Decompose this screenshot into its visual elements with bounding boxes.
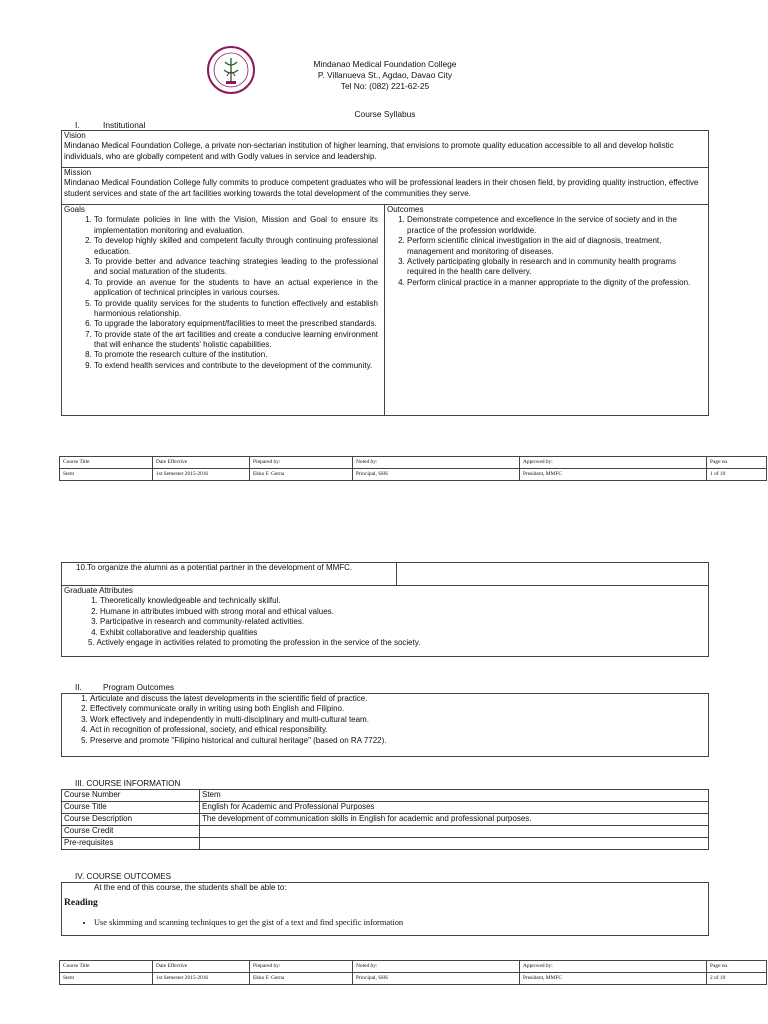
- section-number: II.: [75, 683, 82, 692]
- course-info-label: Course Number: [62, 790, 200, 802]
- outcome-item: 4. Perform clinical practice in a manner appropriate to the dignity of the profession.: [407, 278, 706, 288]
- course-outcomes-list: [64, 918, 706, 929]
- footer-header: Approved by:: [520, 457, 707, 469]
- course-info-label: Course Title: [62, 802, 200, 814]
- course-outcomes-table: [61, 882, 709, 936]
- goal-item: 8. To promote the research culture of the institution.: [94, 350, 378, 360]
- course-outcomes-heading: IV. COURSE OUTCOMES: [75, 872, 172, 881]
- outcome-item: 3. Actively participating globally in research and in community health programs required in the health care delivery.: [407, 257, 706, 278]
- document-header: [230, 59, 540, 92]
- course-info-label: Course Credit: [62, 826, 200, 838]
- attribute-item: 1. Theoretically knowledgeable and technically skilful.: [100, 596, 706, 606]
- course-info-value: The development of communication skills in English for academic and professional purposes.: [200, 814, 709, 826]
- footer-value: President, MMFC: [520, 973, 707, 985]
- goals-label: Goals: [64, 205, 85, 214]
- outcomes-label: Outcomes: [387, 205, 424, 214]
- course-outcomes-intro: At the end of this course, the students shall be able to:: [94, 883, 287, 892]
- graduate-attributes-cell: [62, 586, 709, 657]
- goals-list: [64, 215, 382, 371]
- footer-header: Noted by:: [353, 457, 520, 469]
- vision-cell: [62, 131, 709, 168]
- goal-10-empty-cell: [397, 563, 709, 586]
- attribute-item: 2. Humane in attributes imbued with strong moral and ethical values.: [100, 607, 706, 617]
- document-title: Course Syllabus: [354, 109, 416, 119]
- footer-header: Page no.: [707, 457, 767, 469]
- course-info-value: [200, 838, 709, 850]
- course-outcomes-cell: [62, 883, 709, 936]
- goal-10-cell: 10.To organize the alumni as a potential partner in the development of MMFC.: [62, 563, 397, 586]
- mission-text: Mindanao Medical Foundation College fully commits to produce competent graduates who will be professional leaders in their chosen field, by providing quality instruction, effective student services and state of the art facilities working towards the total development of the communities they serve.: [64, 178, 699, 198]
- course-outcomes-subheading: Reading: [64, 898, 98, 909]
- footer-header: Course Title: [60, 457, 153, 469]
- footer-value: 1st Semester 2015-2016: [153, 973, 250, 985]
- course-info-label: Course Description: [62, 814, 200, 826]
- section-label: Program Outcomes: [103, 683, 174, 692]
- footer-value: Ekko F. Gerna: [250, 973, 353, 985]
- outcomes-list: [387, 215, 706, 288]
- footer-header: Prepared by:: [250, 457, 353, 469]
- attribute-item: 4. Exhibit collaborative and leadership qualities: [100, 628, 706, 638]
- outcome-item: 2. Perform scientific clinical investigation in the aid of diagnosis, treatment, management and monitoring of diseases.: [407, 236, 706, 257]
- goals-cell: [62, 205, 385, 416]
- goal-item: 4. To provide an avenue for the students to have an actual experience in the application of technical principles in various courses.: [94, 278, 378, 299]
- goal-item: 2. To develop highly skilled and competent faculty through continuing professional education.: [94, 236, 378, 257]
- mission-label: Mission: [64, 168, 92, 177]
- footer-value: Stem: [60, 973, 153, 985]
- footer-value: Principal, SHS: [353, 469, 520, 481]
- footer-value: Ekko F. Gerna: [250, 469, 353, 481]
- section-number: I.: [75, 120, 80, 130]
- program-outcomes-cell: [62, 694, 709, 757]
- course-info-label: Pre-requisites: [62, 838, 200, 850]
- org-address: P. Villanueva St., Agdao, Davao City: [317, 70, 453, 81]
- goal-item: 9. To extend health services and contribute to the development of the community.: [94, 361, 378, 371]
- footer-value: Principal, SHS: [353, 973, 520, 985]
- footer-header: Date Effective: [153, 961, 250, 973]
- footer-header: Approved by:: [520, 961, 707, 973]
- vision-label: Vision: [64, 131, 86, 140]
- graduate-attributes-list: [64, 596, 706, 638]
- course-info-value: English for Academic and Professional Purposes: [200, 802, 709, 814]
- course-info-table: [61, 789, 709, 850]
- page-footer-1: [59, 456, 767, 481]
- footer-header: Date Effective: [153, 457, 250, 469]
- footer-header: Course Title: [60, 961, 153, 973]
- course-info-value: [200, 826, 709, 838]
- footer-value: President, MMFC: [520, 469, 707, 481]
- footer-header: Noted by:: [353, 961, 520, 973]
- footer-header: Page no.: [707, 961, 767, 973]
- org-tel: Tel No: (082) 221-62-25: [340, 81, 430, 92]
- graduate-attributes-label: Graduate Attributes: [64, 586, 133, 595]
- footer-value: 2 of 10: [707, 973, 767, 985]
- section-label: Institutional: [103, 120, 146, 130]
- goal-10-table: [61, 562, 709, 657]
- vision-text: Mindanao Medical Foundation College, a private non-sectarian institution of higher learning, that envisions to promote quality education accessible to all and develop holistic individuals, who are globally competent and with Godly values in service and leadership.: [64, 141, 674, 161]
- program-outcome-item: 2. Effectively communicate orally in writing using both English and Filipino.: [90, 704, 706, 714]
- org-name: Mindanao Medical Foundation College: [313, 59, 457, 69]
- footer-value: 1 of 10: [707, 469, 767, 481]
- goal-item: 7. To provide state of the art facilities and create a conducive learning environment that will enhance the students' holistic capabilities.: [94, 330, 378, 351]
- goal-item: 1. To formulate policies in line with the Vision, Mission and Goal to ensure its implementation monitoring and evaluation.: [94, 215, 378, 236]
- program-outcome-item: 5. Preserve and promote "Filipino historical and cultural heritage" (based on RA 7722).: [90, 736, 706, 746]
- program-outcomes-list: [64, 694, 706, 746]
- mission-cell: [62, 168, 709, 205]
- program-outcomes-table: [61, 693, 709, 757]
- institutional-table: [61, 130, 709, 416]
- program-outcome-item: 1. Articulate and discuss the latest developments in the scientific field of practice.: [90, 694, 706, 704]
- goal-item: 3. To provide better and advance teaching strategies leading to the professional and social maturation of the students.: [94, 257, 378, 278]
- course-outcome-item: • Use skimming and scanning techniques to get the gist of a text and find specific information: [94, 918, 706, 929]
- course-info-value: Stem: [200, 790, 709, 802]
- footer-header: Prepared by:: [250, 961, 353, 973]
- outcome-item: 1. Demonstrate competence and excellence in the service of society and in the practice of the profession worldwide.: [407, 215, 706, 236]
- page-footer-2: [59, 960, 767, 985]
- course-info-heading: III. COURSE INFORMATION: [75, 779, 181, 788]
- goal-item: 6. To upgrade the laboratory equipment/facilities to meet the prescribed standards.: [94, 319, 378, 329]
- attribute-item: 5. Actively engage in activities related to promoting the profession in the service of the society.: [88, 637, 421, 647]
- goal-item: 5. To provide quality services for the students to function effectively and establish harmonious relationship.: [94, 299, 378, 320]
- footer-value: Stem: [60, 469, 153, 481]
- program-outcome-item: 3. Work effectively and independently in multi-disciplinary and multi-cultural team.: [90, 715, 706, 725]
- outcomes-cell: [385, 205, 709, 416]
- footer-value: 1st Semester 2015-2016: [153, 469, 250, 481]
- program-outcome-item: 4. Act in recognition of professional, society, and ethical responsibility.: [90, 725, 706, 735]
- attribute-item: 3. Participative in research and community-related activities.: [100, 617, 706, 627]
